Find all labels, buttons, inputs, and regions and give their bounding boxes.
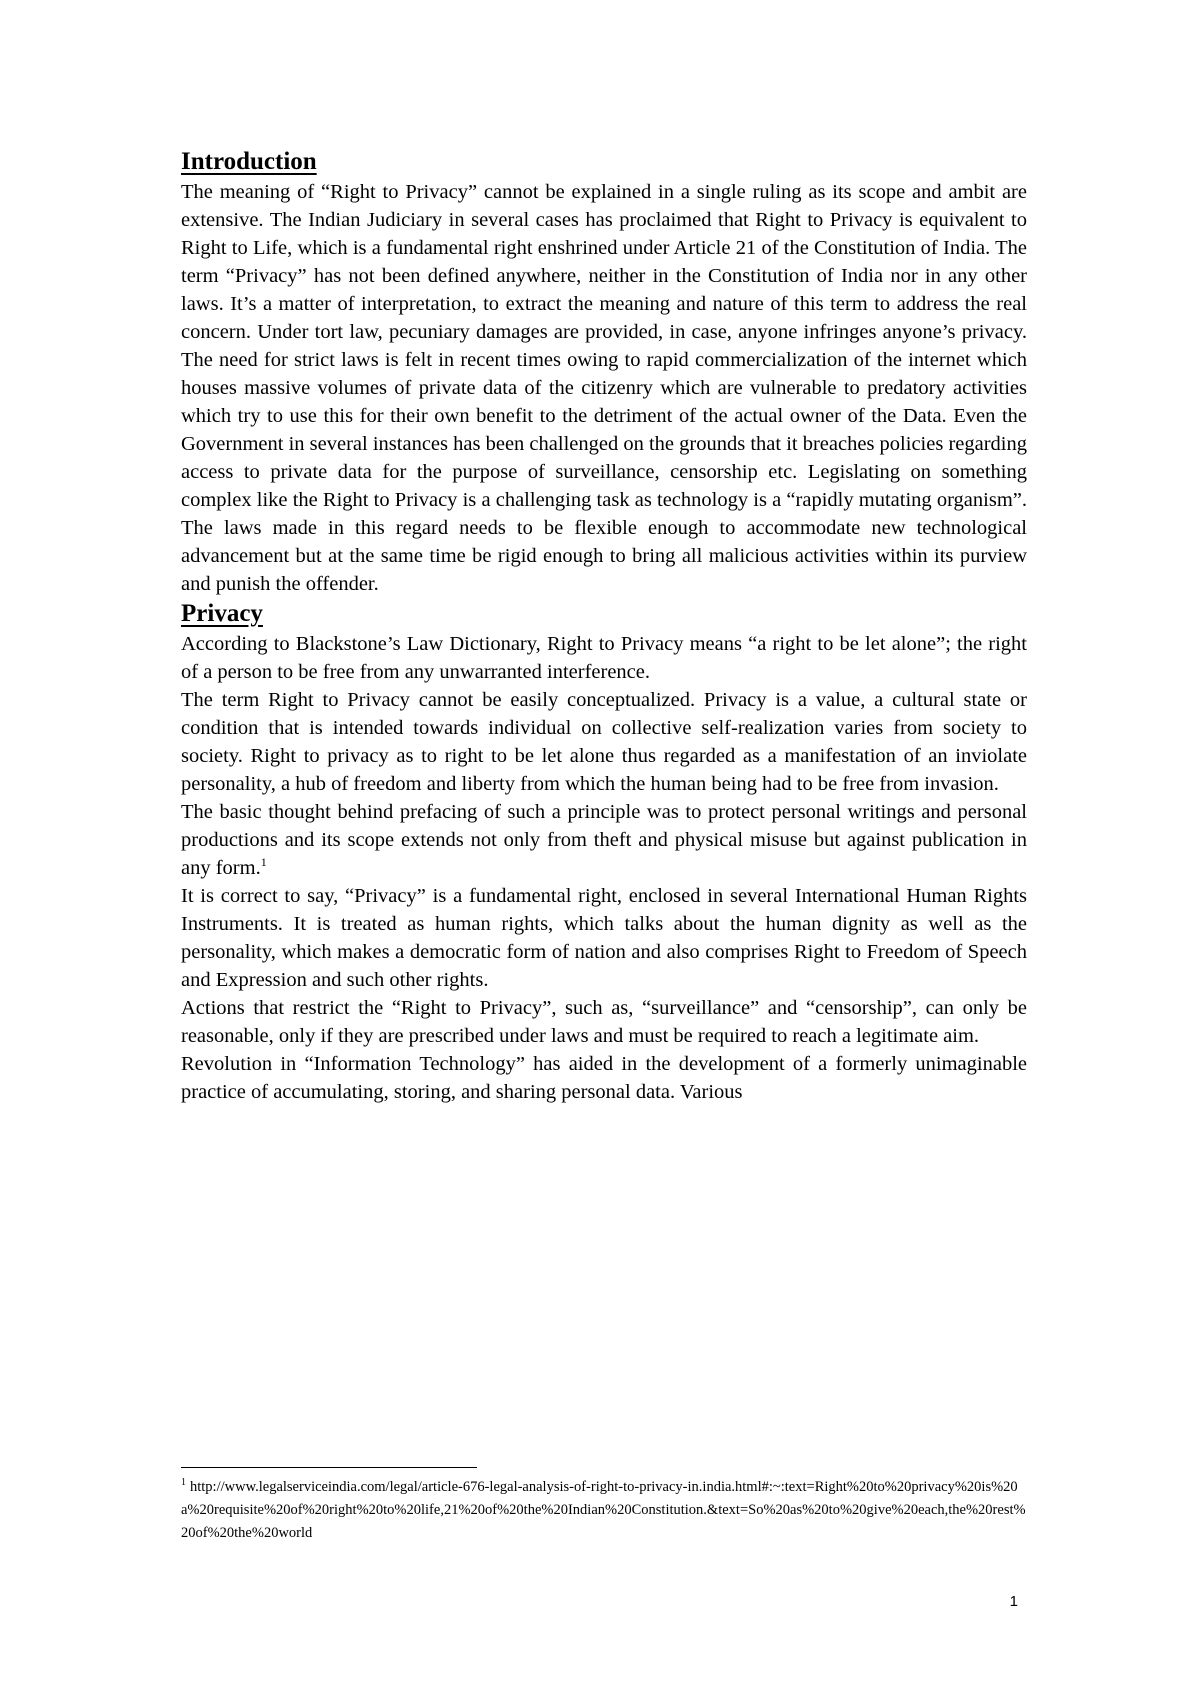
introduction-paragraph: The meaning of “Right to Privacy” cannot be explained in a single ruling as its scope and ambit are extensive. The Indian Judiciary in several cases has proclaimed that Right to Privacy is equivalent to Right to Life, which is a fundamental right enshrined under Article 21 of the Constitution of India. The term “Privacy” has not been defined anywhere, neither in the Constitution of India nor in any other laws. It’s a matter of interpretation, to extract the meaning and nature of this term to address the real concern. Under tort law, pecuniary damages are provided, in case, anyone infringes anyone’s privacy. The need for strict laws is felt in recent times owing to rapid commercialization of the internet which houses massive volumes of private data of the citizenry which are vulnerable to predatory activities which try to use this for their own benefit to the detriment of the actual owner of the Data. Even the Government in several instances has been challenged on the grounds that it breaches policies regarding access to private data for the purpose of surveillance, censorship etc. Legislating on something complex like the Right to Privacy is a challenging task as technology is a “rapidly mutating organism”. The laws made in this regard needs to be flexible enough to accommodate new technological advancement but at the same time be rigid enough to bring all malicious activities within its purview and punish the offender. xyxy=(181,181,1027,595)
privacy-paragraph-4: It is correct to say, “Privacy” is a fundamental right, enclosed in several International Human Rights Instruments. It is treated as human rights, which talks about the human dignity as well as the personality, which makes a democratic form of nation and also comprises Right to Freedom of Speech and Expression and such other rights. xyxy=(181,885,1027,991)
privacy-paragraph-1: According to Blackstone’s Law Dictionary, Right to Privacy means “a right to be let alone”; the right of a person to be free from any unwarranted interference. xyxy=(181,633,1027,683)
privacy-paragraph-5: Actions that restrict the “Right to Privacy”, such as, “surveillance” and “censorship”, can only be reasonable, only if they are prescribed under laws and must be required to reach a legitimate aim. xyxy=(181,997,1027,1047)
privacy-paragraph-2: The term Right to Privacy cannot be easily conceptualized. Privacy is a value, a cultural state or condition that is intended towards individual on collective self-realization varies from society to society. Right to privacy as to right to be let alone thus regarded as a manifestation of an inviolate personality, a hub of freedom and liberty from which the human being had to be free from invasion. xyxy=(181,689,1027,795)
footnote xyxy=(181,1476,1027,1545)
page-number: 1 xyxy=(1009,1593,1018,1610)
introduction-heading: Introduction xyxy=(181,148,317,175)
footnote-reference[interactable]: 1 xyxy=(260,855,267,870)
privacy-paragraph-6: Revolution in “Information Technology” has aided in the development of a formerly unimaginable practice of accumulating, storing, and sharing personal data. Various xyxy=(181,1053,1027,1103)
footnote-separator xyxy=(181,1467,477,1468)
footnote-link[interactable]: http://www.legalserviceindia.com/legal/article-676-legal-analysis-of-right-to-privacy-in.india.html#:~:text=Right%20to%20privacy%20is%20a%20requisite%20of%20right%20to%20life,21%20of%20the%20Indian%20Constitution.&text=So%20as%20to%20give%20each,the%20rest%20of%20the%20world xyxy=(181,1479,1026,1541)
privacy-paragraph-3-text: The basic thought behind prefacing of such a principle was to protect personal writings and personal productions and its scope extends not only from theft and physical misuse but against publication in any form. xyxy=(181,801,1027,879)
privacy-paragraph-3 xyxy=(181,798,1027,882)
privacy-heading: Privacy xyxy=(181,600,263,627)
page-content xyxy=(181,146,1027,1106)
footnote-marker: 1 xyxy=(181,1477,186,1489)
